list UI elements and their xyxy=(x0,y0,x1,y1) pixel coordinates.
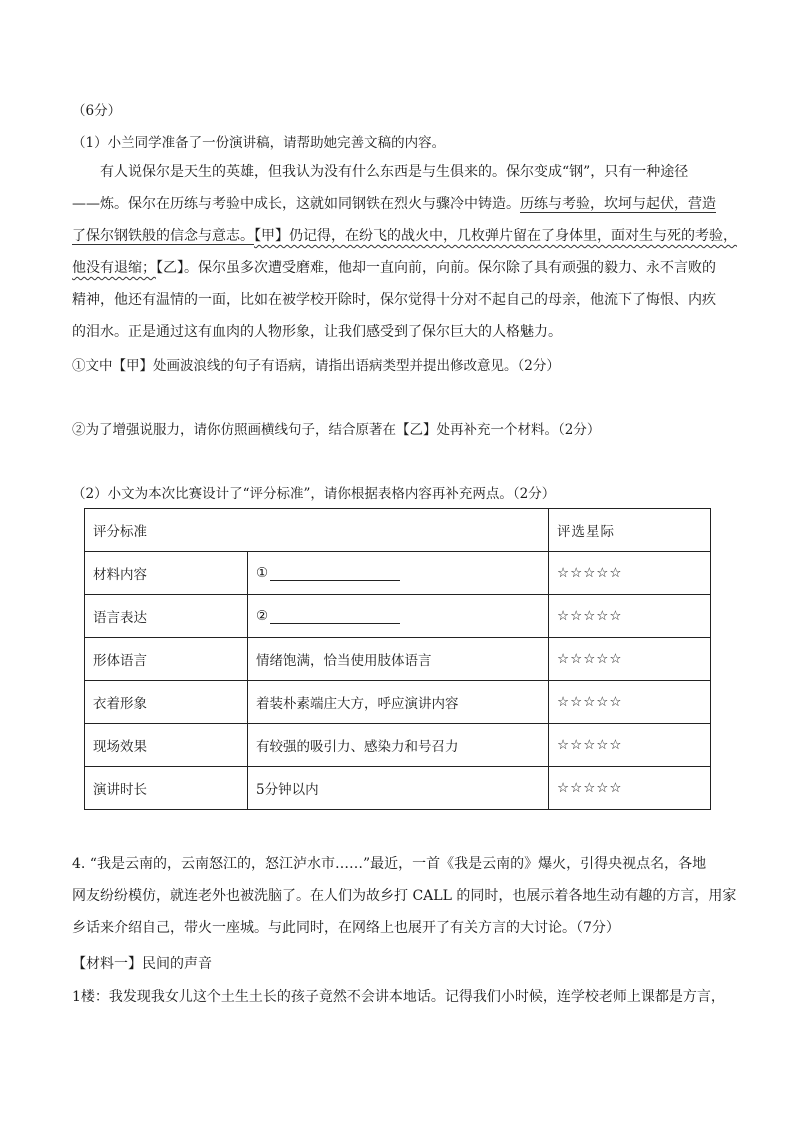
table-row xyxy=(85,767,711,810)
stars-cell: ☆☆☆☆☆ xyxy=(549,638,711,681)
underlined-sentence: 历练与考验，坎坷与起伏，营造 xyxy=(520,196,716,212)
criterion-cell: 现场效果 xyxy=(85,724,248,767)
question-4-line-2: 网友纷纷模仿，就连老外也被洗脑了。在人们为故乡打 CALL 的同时，也展示着各地生动有趣的方言，用家 xyxy=(72,888,737,904)
wavy-sentence-jia: 他没有退缩； xyxy=(72,260,156,276)
criterion-cell: 衣着形象 xyxy=(85,681,248,724)
description-cell: 有较强的吸引力、感染力和号召力 xyxy=(248,724,549,767)
question-2-prompt: （2）小文为本次比赛设计了“评分标准”，请你根据表格内容再补充两点。（2分） xyxy=(72,486,556,502)
speech-line-3 xyxy=(72,220,737,252)
speech-line-5: 精神，他还有温情的一面，比如在被学校开除时，保尔觉得十分对不起自己的母亲，他流下了悔恨、内疚 xyxy=(72,292,716,308)
speech-line-4 xyxy=(72,252,722,284)
answer-blank-2[interactable] xyxy=(248,595,549,638)
answer-blank-1[interactable] xyxy=(248,552,549,595)
criterion-cell: 形体语言 xyxy=(85,638,248,681)
table-row xyxy=(85,681,711,724)
question-1-prompt: （1）小兰同学准备了一份演讲稿，请帮助她完善文稿的内容。 xyxy=(72,135,446,151)
question-4 xyxy=(72,848,737,944)
blank-marker: ② xyxy=(256,608,269,624)
speech-text: 【乙】。保尔虽多次遭受磨难，他却一直向前，向前。保尔除了具有顽强的毅力、永不言败的 xyxy=(156,260,716,276)
table-row xyxy=(85,595,711,638)
table-row xyxy=(85,638,711,681)
stars-cell: ☆☆☆☆☆ xyxy=(549,724,711,767)
stars-cell: ☆☆☆☆☆ xyxy=(549,595,711,638)
criterion-cell: 材料内容 xyxy=(85,552,248,595)
sub-question-2: ②为了增强说服力，请你仿照画横线句子，结合原著在【乙】处再补充一个材料。（2分） xyxy=(72,422,601,438)
criterion-cell: 演讲时长 xyxy=(85,767,248,810)
score-label: （6分） xyxy=(72,103,122,119)
sub-question-1: ①文中【甲】处画波浪线的句子有语病，请指出语病类型并提出修改意见。（2分） xyxy=(72,358,560,374)
question-4-line-1: 4. “我是云南的，云南怒江的，怒江泸水市……”最近，一首《我是云南的》爆火，引得央视点名，各地 xyxy=(72,856,707,872)
fill-blank-line[interactable] xyxy=(270,609,400,624)
stars-cell: ☆☆☆☆☆ xyxy=(549,767,711,810)
header-criteria: 评分标准 xyxy=(85,509,549,552)
question-4-line-3: 乡话来介绍自己，带火一座城。与此同时，在网络上也展开了有关方言的大讨论。（7分） xyxy=(72,920,620,936)
description-cell: 情绪饱满，恰当使用肢体语言 xyxy=(248,638,549,681)
description-cell: 5分钟以内 xyxy=(248,767,549,810)
stars-cell: ☆☆☆☆☆ xyxy=(549,552,711,595)
header-rating: 评选星际 xyxy=(549,509,711,552)
table-header-row xyxy=(85,509,711,552)
table-row xyxy=(85,552,711,595)
description-cell: 着装朴素端庄大方，呼应演讲内容 xyxy=(248,681,549,724)
speech-text: ——炼。保尔在历练与考验中成长，这就如同钢铁在烈火与骤冷中铸造。 xyxy=(72,196,520,212)
speech-draft xyxy=(72,156,737,348)
underlined-sentence: 了保尔钢铁般的信念与意志。 xyxy=(72,228,254,244)
stars-cell: ☆☆☆☆☆ xyxy=(549,681,711,724)
floor-1-comment: 1楼：我发现我女儿这个土生土长的孩子竟然不会讲本地话。记得我们小时候，连学校老师上课都是方言， xyxy=(72,989,725,1005)
table-row xyxy=(85,724,711,767)
scoring-table xyxy=(84,508,711,810)
material-1-title: 【材料一】民间的声音 xyxy=(72,956,212,972)
fill-blank-line[interactable] xyxy=(270,566,400,581)
speech-line-1: 有人说保尔是天生的英雄，但我认为没有什么东西是与生俱来的。保尔变成“钢”，只有一种途径 xyxy=(100,164,689,180)
wavy-sentence-jia: 【甲】仍记得，在纷飞的战火中，几枚弹片留在了身体里，面对生与死的考验， xyxy=(254,228,737,244)
criterion-cell: 语言表达 xyxy=(85,595,248,638)
speech-line-2 xyxy=(72,188,722,220)
speech-line-6: 的泪水。正是通过这有血肉的人物形象，让我们感受到了保尔巨大的人格魅力。 xyxy=(72,324,562,340)
blank-marker: ① xyxy=(256,565,269,581)
